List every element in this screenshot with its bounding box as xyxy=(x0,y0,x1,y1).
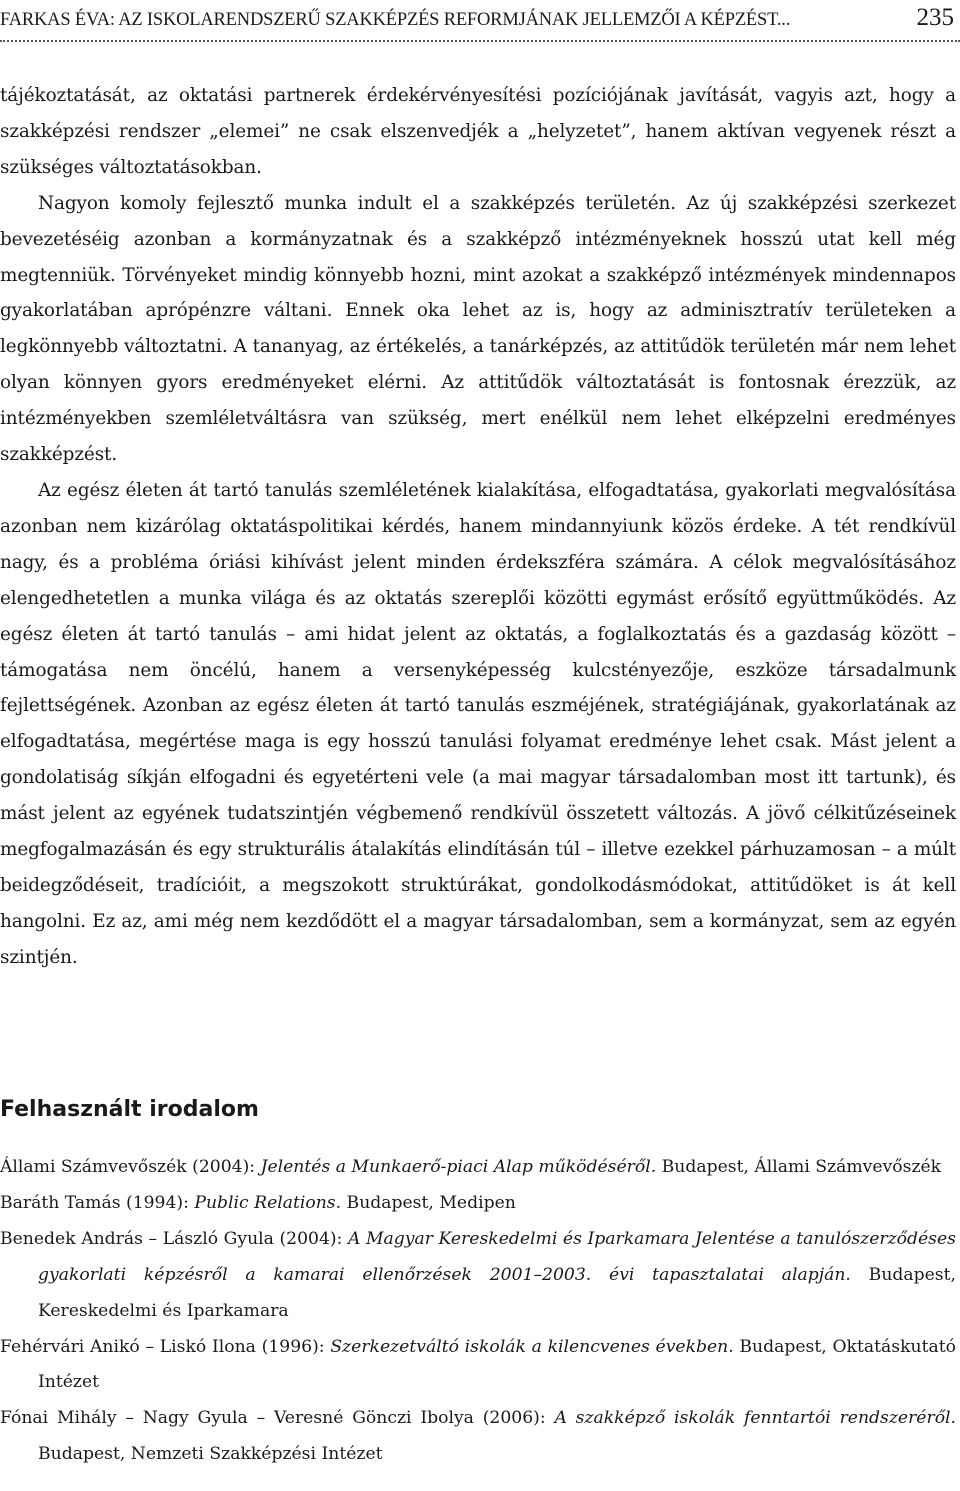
paragraph-1: tájékoztatását, az oktatási partnerek érdekérvényesítési pozíciójának javítását, vagyis azt, hogy a szakképzési rendszer „elemei” ne csak elszenvedjék a „helyzetet”, hanem aktívan vegyenek részt a szükséges változtatásokban. xyxy=(0,85,956,178)
reference-item xyxy=(0,1186,956,1222)
header-divider xyxy=(0,40,960,42)
reference-publisher: Budapest, Kereskedelmi és Iparkamara xyxy=(38,1264,957,1321)
reference-title: A Magyar Kereskedelmi és Iparkamara Jelentése a tanulószerződéses gyakorlati képzésről a kamarai ellenőrzések 2001–2003. évi tapasztalatai alapján. xyxy=(38,1228,956,1285)
reference-item xyxy=(0,1222,956,1330)
reference-title: Szerkezetváltó iskolák a kilencvenes években. xyxy=(330,1336,734,1357)
running-header xyxy=(0,4,960,38)
reference-publisher: Budapest, Állami Számvevőszék xyxy=(656,1157,942,1177)
reference-author: Baráth Tamás (1994): xyxy=(0,1192,195,1213)
reference-author: Fehérvári Anikó – Liskó Ilona (1996): xyxy=(0,1336,331,1357)
reference-author: Fónai Mihály – Nagy Gyula – Veresné Gönczi Ibolya (2006): xyxy=(0,1408,555,1429)
main-text xyxy=(0,78,956,976)
reference-publisher: Budapest, Medipen xyxy=(341,1192,516,1213)
reference-author: Benedek András – László Gyula (2004): xyxy=(0,1228,348,1249)
reference-list xyxy=(0,1150,956,1473)
reference-title: A szakképző iskolák fenntartói rendszeréről. xyxy=(554,1408,956,1429)
reference-publisher: Budapest, Nemzeti Szakképzési Intézet xyxy=(38,1444,383,1465)
reference-author: Állami Számvevőszék (2004): xyxy=(0,1157,261,1177)
paragraph-2: Nagyon komoly fejlesztő munka indult el a szakképzés területén. Az új szakképzési szerkezet bevezetéséig azonban a kormányzatnak és a szakképző intézményeknek hosszú utat kell még megtenniük. Törvényeket mindig könnyebb hozni, mint azokat a szakképző intézmények mindennapos gyakorlatában aprópénzre váltani. Ennek oka lehet az is, hogy az adminisztratív területeken a legkönnyebb változtatni. A tananyag, az értékelés, a tanárképzés, az attitűdök területén már nem lehet olyan könnyen gyors eredményeket elérni. Az attitűdök változtatását is fontosnak érezzük, az intézményekben szemléletváltásra van szükség, mert enélkül nem lehet elképzelni eredményes szakképzést. xyxy=(0,192,956,466)
reference-item xyxy=(0,1401,956,1473)
running-head-title: FARKAS ÉVA: AZ ISKOLARENDSZERŰ SZAKKÉPZÉS REFORMJÁNAK JELLEMZŐI A KÉPZÉST... xyxy=(0,10,791,30)
reference-item xyxy=(0,1330,956,1402)
references-heading: Felhasznált irodalom xyxy=(0,1097,259,1122)
reference-item xyxy=(0,1150,956,1186)
reference-title: Jelentés a Munkaerő-piaci Alap működéséről. xyxy=(260,1157,657,1177)
reference-title: Public Relations. xyxy=(194,1192,342,1213)
reference-publisher: Budapest, Oktatáskutató Intézet xyxy=(38,1336,956,1393)
page-number: 235 xyxy=(916,4,954,31)
paragraph-3: Az egész életen át tartó tanulás szemléletének kialakítása, elfogadtatása, gyakorlati megvalósítása azonban nem kizárólag oktatáspolitikai kérdés, hanem mindannyiunk közös érdeke. A tét rendkívül nagy, és a probléma óriási kihívást jelent minden érdekszféra számára. A célok megvalósításához elengedhetetlen a munka világa és az oktatás szereplői közötti egymást erősítő együttműködés. Az egész életen át tartó tanulás – ami hidat jelent az oktatás, a foglalkoztatás és a gazdaság között – támogatása nem öncélú, hanem a versenyképesség kulcstényezője, eszköze társadalmunk fejlettségének. Azonban az egész életen át tartó tanulás eszméjének, stratégiájának, gyakorlatának az elfogadtatása, megértése maga is egy hosszú tanulási folyamat eredménye lehet csak. Mást jelent a gondolatiság síkján elfogadni és egyetérteni vele (a mai magyar társadalomban most itt tartunk), és mást jelent az egyének tudatszintjén végbemenő rendkívül összetett változás. A jövő célkitűzéseinek megfogalmazásán és egy strukturális átalakítás elindításán túl – illetve ezekkel párhuzamosan – a múlt beidegződéseit, tradícióit, a megszokott struktúrákat, gondolkodásmódokat, attitűdöket is át kell hangolni. Ez az, ami még nem kezdődött el a magyar társadalomban, sem a kormányzat, sem az egyén szintjén. xyxy=(0,479,956,968)
